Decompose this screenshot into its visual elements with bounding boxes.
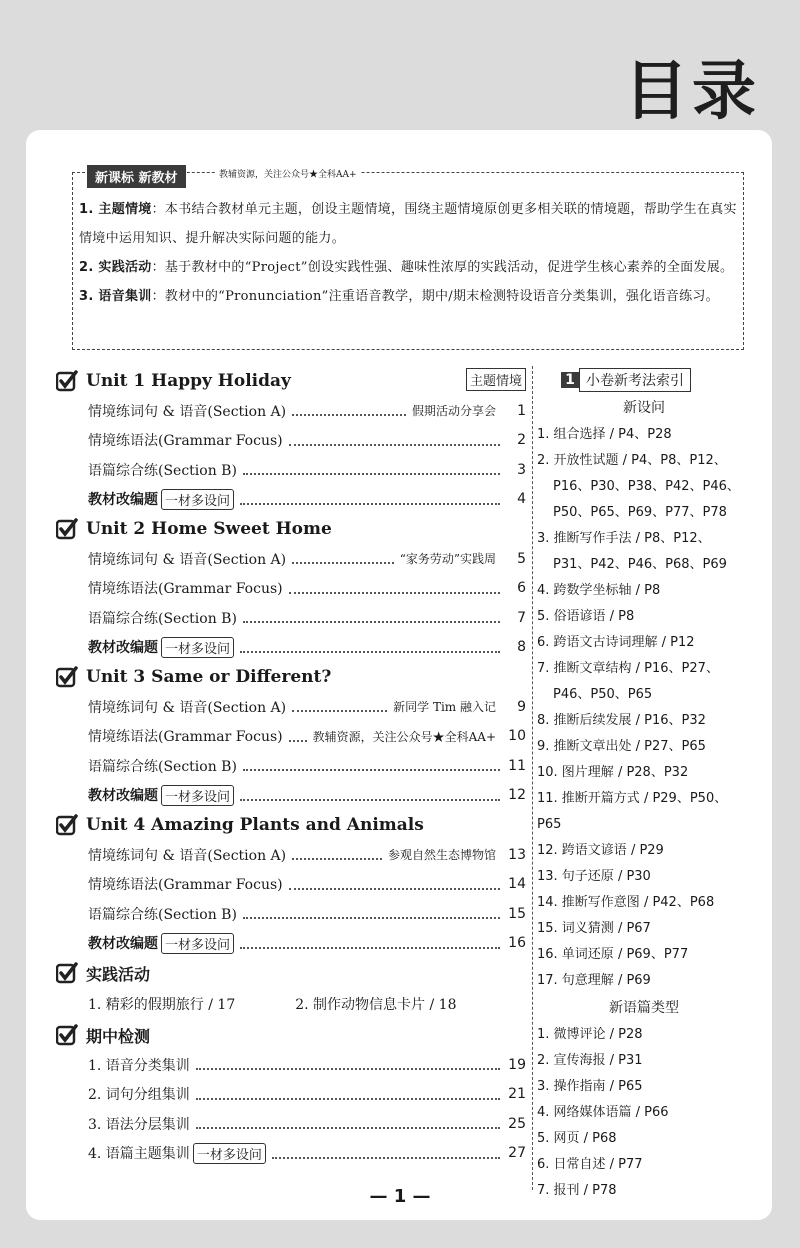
- index-item[interactable]: [537, 630, 751, 656]
- toc-row[interactable]: [56, 633, 526, 663]
- toc-row[interactable]: [56, 929, 526, 959]
- toc-row[interactable]: [56, 1080, 526, 1110]
- toc-row[interactable]: [56, 544, 526, 574]
- leader-dots: [289, 591, 500, 594]
- index-item[interactable]: [537, 604, 751, 630]
- intro-list: [79, 195, 739, 311]
- index-subtitle: 新设问: [623, 400, 665, 416]
- toc-row-label: 3. 语法分层集训: [88, 1116, 190, 1133]
- practice-item[interactable]: 1. 精彩的假期旅行 / 17: [88, 997, 236, 1013]
- page-number: — 1 —: [369, 1186, 431, 1207]
- intro-item-text: ：本书结合教材单元主题，创设主题情境，围绕主题情境原创更多相关联的情境题，帮助学生在真实情境中运用知识、提升解决实际问题的能力。: [79, 202, 737, 246]
- leader-dots: [196, 1126, 500, 1129]
- toc-row-label: 情境练词句 & 语音(Section A): [88, 403, 287, 420]
- toc-row[interactable]: [56, 396, 526, 426]
- leader-dots: [196, 1067, 500, 1070]
- checkbox-icon: [56, 962, 78, 984]
- toc-row-label: 情境练语法(Grammar Focus): [88, 877, 283, 894]
- index-item-line: 5. 俗语谚语 / P8: [537, 609, 635, 624]
- toc-row-tag: 一材多设问: [193, 1143, 266, 1164]
- index-item[interactable]: 5. 网页 / P68: [537, 1131, 617, 1146]
- toc-row[interactable]: [56, 870, 526, 900]
- toc-row[interactable]: [56, 603, 526, 633]
- intro-item: [79, 253, 739, 282]
- toc-row-label: 情境练语法(Grammar Focus): [88, 729, 283, 746]
- leader-dots: [289, 443, 500, 446]
- unit-title-text: Unit 4 Amazing Plants and Animals: [86, 815, 424, 835]
- toc-row-page: 16: [508, 935, 526, 952]
- toc-row-page: 4: [517, 491, 526, 508]
- toc-row-label: 教材改编题: [88, 936, 158, 953]
- leader-dots: [292, 709, 387, 712]
- intro-item: [79, 282, 739, 311]
- leader-dots: [292, 561, 394, 564]
- toc-row-page: 2: [517, 432, 526, 449]
- index-item-line: 9. 推断文章出处 / P27、P65: [537, 739, 706, 754]
- index-header: [561, 366, 751, 394]
- checkbox-icon: [56, 518, 78, 540]
- toc-row-tag: 一材多设问: [161, 489, 234, 510]
- page-title: 目录: [624, 55, 760, 129]
- unit-title[interactable]: [56, 810, 526, 840]
- toc-row-page: 1: [517, 402, 526, 419]
- index-item[interactable]: 7. 报刊 / P78: [537, 1183, 617, 1198]
- index-item[interactable]: 4. 网络媒体语篇 / P66: [537, 1105, 669, 1120]
- index-item-line: 10. 图片理解 / P28、P32: [537, 765, 689, 780]
- toc-row-page: 25: [508, 1115, 526, 1132]
- index-item-line: 15. 词义猜测 / P67: [537, 921, 651, 936]
- toc-row-page: 11: [508, 757, 526, 774]
- practice-title[interactable]: [56, 958, 526, 988]
- index-title: 小卷新考法索引: [579, 368, 691, 392]
- index-item[interactable]: 3. 操作指南 / P65: [537, 1079, 643, 1094]
- index-item-line: 6. 跨语文古诗词理解 / P12: [537, 635, 695, 650]
- index-item[interactable]: [537, 942, 751, 968]
- unit-title[interactable]: [56, 366, 526, 396]
- toc-left-column: [56, 366, 526, 1168]
- unit-title-text: Unit 1 Happy Holiday: [86, 371, 291, 391]
- toc-row-page: 3: [517, 461, 526, 478]
- index-item[interactable]: [537, 968, 751, 994]
- intro-item-head: 2. 实践活动: [79, 260, 152, 275]
- toc-row[interactable]: [56, 485, 526, 515]
- toc-row-label: 教材改编题: [88, 492, 158, 509]
- toc-row-page: 6: [517, 580, 526, 597]
- intro-item-text: ：基于教材中的“Project”创设实践性强、趣味性浓厚的实践活动，促进学生核心素养的全面发展。: [151, 260, 734, 275]
- toc-row-page: 8: [517, 639, 526, 656]
- index-item[interactable]: 1. 微博评论 / P28: [537, 1027, 643, 1042]
- toc-row[interactable]: [56, 751, 526, 781]
- index-item-line: 2. 开放性试题 / P4、P8、P12、: [537, 453, 727, 468]
- toc-row-page: 27: [508, 1145, 526, 1162]
- index-item[interactable]: [537, 916, 751, 942]
- index-item-line: 3. 推断写作手法 / P8、P12、: [537, 531, 711, 546]
- toc-row-label: 教材改编题: [88, 640, 158, 657]
- index-item[interactable]: [537, 838, 751, 864]
- toc-row[interactable]: [56, 426, 526, 456]
- toc-row-label: 情境练语法(Grammar Focus): [88, 433, 283, 450]
- leader-dots: [196, 1097, 500, 1100]
- index-column: [532, 366, 751, 1198]
- toc-row[interactable]: [56, 455, 526, 485]
- toc-row-label: 语篇综合练(Section B): [88, 610, 237, 627]
- toc-row[interactable]: [56, 781, 526, 811]
- index-item[interactable]: [537, 734, 751, 760]
- practice-items: [56, 988, 526, 1020]
- index-item[interactable]: [537, 422, 751, 448]
- toc-row-label: 教材改编题: [88, 788, 158, 805]
- toc-row-tag: 一材多设问: [161, 785, 234, 806]
- practice-title-text: 实践活动: [86, 964, 151, 984]
- index-item[interactable]: [537, 526, 751, 578]
- midterm-title-text: 期中检测: [86, 1026, 151, 1046]
- index-item-line: 12. 跨语文谚语 / P29: [537, 843, 664, 858]
- toc-row-page: 12: [508, 787, 526, 804]
- leader-dots: [289, 887, 500, 890]
- toc-row[interactable]: [56, 722, 526, 752]
- index-item[interactable]: [537, 656, 751, 708]
- toc-row-label: 语篇综合练(Section B): [88, 462, 237, 479]
- toc-row-page: 10: [508, 728, 526, 745]
- toc-row-label: 4. 语篇主题集训: [88, 1146, 190, 1163]
- checkbox-icon: [56, 1024, 78, 1046]
- unit-title[interactable]: [56, 662, 526, 692]
- leader-dots: [289, 739, 307, 742]
- index-item[interactable]: [537, 448, 751, 526]
- leader-dots: [243, 768, 500, 771]
- toc-row-page: 9: [517, 698, 526, 715]
- index-item-line: 1. 组合选择 / P4、P28: [537, 427, 672, 442]
- toc-row-tag: 一材多设问: [161, 637, 234, 658]
- index-item[interactable]: [537, 760, 751, 786]
- toc-row[interactable]: [56, 1050, 526, 1080]
- index-item-line: P16、P30、P38、P42、P46、: [553, 479, 740, 494]
- toc-row-theme: 参观自然生态博物馆: [387, 848, 496, 863]
- index-item-line: 14. 推断写作意图 / P42、P68: [537, 895, 715, 910]
- toc-row-page: 13: [508, 846, 526, 863]
- intro-note: 教辅资源，关注公众号★全科AA+: [215, 167, 361, 180]
- toc-row-theme: 新同学 Tim 融入记: [393, 700, 496, 715]
- intro-item: [79, 195, 739, 253]
- intro-item-text: ：教材中的“Pronunciation”注重语音教学，期中/期末检测特设语音分类集训，强化语音练习。: [151, 289, 719, 304]
- leader-dots: [272, 1156, 500, 1159]
- checkbox-icon: [56, 370, 78, 392]
- toc-row-page: 5: [517, 550, 526, 567]
- toc-row-page: 19: [508, 1056, 526, 1073]
- index-item[interactable]: 6. 日常自述 / P77: [537, 1157, 643, 1172]
- checkbox-icon: [56, 666, 78, 688]
- intro-tag: 新课标 新教材: [87, 165, 186, 188]
- index-item[interactable]: [537, 864, 751, 890]
- index-item[interactable]: [537, 578, 751, 604]
- index-item-line: 17. 句意理解 / P69: [537, 973, 651, 988]
- toc-row-label: 情境练词句 & 语音(Section A): [88, 699, 287, 716]
- toc-row-page: 15: [508, 905, 526, 922]
- leader-dots: [292, 413, 406, 416]
- index-item-line: 8. 推断后续发展 / P16、P32: [537, 713, 706, 728]
- unit-title-text: Unit 2 Home Sweet Home: [86, 519, 332, 539]
- toc-row-label: 语篇综合练(Section B): [88, 758, 237, 775]
- leader-dots: [240, 946, 500, 949]
- index-subtitle: 新语篇类型: [609, 1000, 679, 1016]
- toc-row-page: 14: [508, 876, 526, 893]
- midterm-title[interactable]: [56, 1020, 526, 1050]
- toc-row-page: 21: [508, 1086, 526, 1103]
- leader-dots: [240, 502, 500, 505]
- intro-item-head: 3. 语音集训: [79, 289, 152, 304]
- toc-row-theme: 教辅资源，关注公众号★全科AA+: [312, 729, 496, 744]
- toc-row-label: 1. 语音分类集训: [88, 1057, 190, 1074]
- toc-row[interactable]: [56, 1139, 526, 1169]
- unit-title[interactable]: [56, 514, 526, 544]
- toc-row-tag: 一材多设问: [161, 933, 234, 954]
- unit-title-text: Unit 3 Same or Different?: [86, 667, 332, 687]
- leader-dots: [240, 650, 500, 653]
- index-item-line: P50、P65、P69、P77、P78: [553, 505, 727, 520]
- toc-row-theme: “家务劳动”实践周: [399, 552, 496, 567]
- index-item[interactable]: [537, 890, 751, 916]
- toc-row[interactable]: [56, 899, 526, 929]
- index-item-line: 7. 推断文章结构 / P16、P27、: [537, 661, 719, 676]
- toc-row-theme: 假期活动分享会: [411, 404, 496, 419]
- leader-dots: [243, 620, 500, 623]
- leader-dots: [292, 857, 382, 860]
- index-item-line: P31、P42、P46、P68、P69: [553, 557, 727, 572]
- toc-row-page: 7: [517, 609, 526, 626]
- index-item-line: 13. 句子还原 / P30: [537, 869, 651, 884]
- toc-row[interactable]: [56, 1109, 526, 1139]
- toc-row-label: 情境练语法(Grammar Focus): [88, 581, 283, 598]
- toc-row[interactable]: [56, 574, 526, 604]
- theme-tag: 主题情境: [466, 368, 526, 391]
- toc-row[interactable]: [56, 840, 526, 870]
- index-item[interactable]: 2. 宣传海报 / P31: [537, 1053, 643, 1068]
- intro-box: [72, 172, 744, 350]
- checkbox-icon: [56, 814, 78, 836]
- practice-item[interactable]: 2. 制作动物信息卡片 / 18: [295, 997, 457, 1013]
- leader-dots: [243, 472, 500, 475]
- index-item[interactable]: [537, 786, 751, 838]
- toc-row[interactable]: [56, 692, 526, 722]
- index-number: 1: [561, 372, 579, 388]
- leader-dots: [243, 916, 500, 919]
- index-item-line: 16. 单词还原 / P69、P77: [537, 947, 689, 962]
- index-item-line: 4. 跨数学坐标轴 / P8: [537, 583, 661, 598]
- toc-row-label: 语篇综合练(Section B): [88, 906, 237, 923]
- index-item-line: P46、P50、P65: [553, 687, 653, 702]
- index-item-line: 11. 推断开篇方式 / P29、P50、P65: [537, 791, 728, 832]
- toc-row-label: 情境练词句 & 语音(Section A): [88, 847, 287, 864]
- leader-dots: [240, 798, 500, 801]
- toc-row-label: 2. 词句分组集训: [88, 1087, 190, 1104]
- toc-row-label: 情境练词句 & 语音(Section A): [88, 551, 287, 568]
- index-item[interactable]: [537, 708, 751, 734]
- intro-item-head: 1. 主题情境: [79, 202, 152, 217]
